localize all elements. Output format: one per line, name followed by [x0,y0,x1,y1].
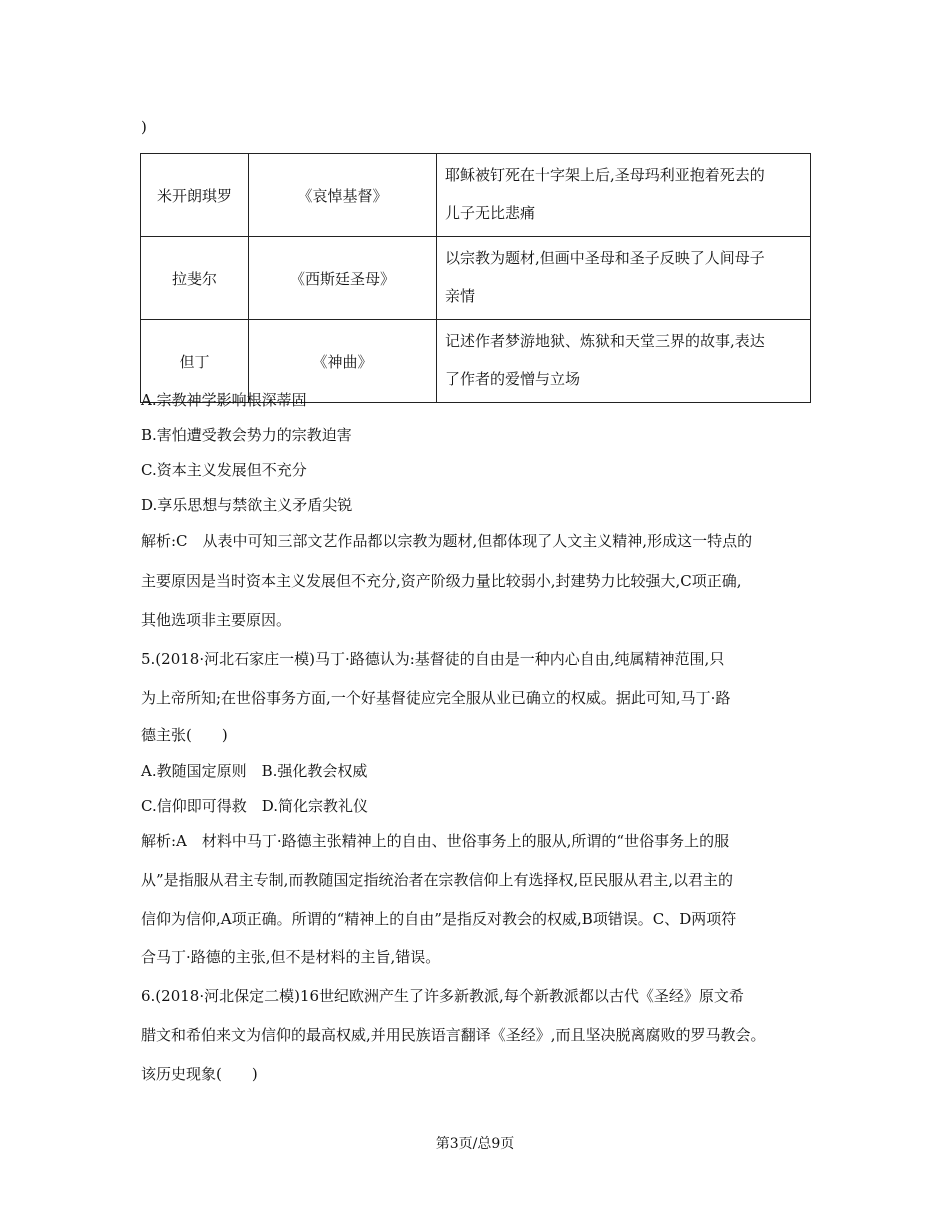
description-line: 了作者的爱憎与立场 [445,370,581,388]
q5-options-line: C.信仰即可得救 D.简化宗教礼仪 [141,797,368,815]
work-cell: 《神曲》 [249,320,437,403]
description-line: 以宗教为题材,但画中圣母和圣子反映了人间母子 [445,249,765,267]
q4-option-b: B.害怕遭受教会势力的宗教迫害 [141,426,352,444]
description-cell [437,154,811,237]
q5-stem-line: 为上帝所知;在世俗事务方面,一个好基督徒应完全服从业已确立的权威。据此可知,马丁·路 [141,689,731,707]
description-line: 儿子无比悲痛 [445,204,536,222]
continued-paren: ) [141,118,147,136]
work-cell: 《西斯廷圣母》 [249,237,437,320]
q4-option-c: C.资本主义发展但不充分 [141,461,307,479]
description-line: 记述作者梦游地狱、炼狱和天堂三界的故事,表达 [445,332,765,350]
q4-option-d: D.享乐思想与禁欲主义矛盾尖锐 [141,496,353,514]
q5-stem-line: 德主张( ) [141,726,228,744]
q6-stem-line: 该历史现象( ) [141,1065,258,1083]
q6-stem-line: 腊文和希伯来文为信仰的最高权威,并用民族语言翻译《圣经》,而且坚决脱离腐败的罗马教会。 [141,1026,766,1044]
page-number-footer: 第3页/总9页 [435,1136,515,1152]
q4-analysis-line: 解析:C 从表中可知三部文艺作品都以宗教为题材,但都体现了人文主义精神,形成这一特点的 [141,532,753,550]
description-line: 耶稣被钉死在十字架上后,圣母玛利亚抱着死去的 [445,166,765,184]
work-cell: 《哀悼基督》 [249,154,437,237]
q4-analysis-line: 其他选项非主要原因。 [141,611,292,629]
author-cell: 拉斐尔 [141,237,249,320]
q5-analysis-line: 解析:A 材料中马丁·路德主张精神上的自由、世俗事务上的服从,所谓的“世俗事务上的服 [141,832,730,850]
author-cell: 但丁 [141,320,249,403]
table-row [141,237,811,320]
q4-option-a: A.宗教神学影响根深蒂固 [141,391,307,409]
author-cell: 米开朗琪罗 [141,154,249,237]
description-cell [437,320,811,403]
q5-stem-line: 5.(2018·河北石家庄一模)马丁·路德认为:基督徒的自由是一种内心自由,纯属精神范围,只 [141,650,725,668]
q5-analysis-line: 合马丁·路德的主张,但不是材料的主旨,错误。 [141,948,441,966]
q4-analysis-line: 主要原因是当时资本主义发展但不充分,资产阶级力量比较弱小,封建势力比较强大,C项正确, [141,572,742,590]
q5-analysis-line: 信仰为信仰,A项正确。所谓的“精神上的自由”是指反对教会的权威,B项错误。C、D两项符 [141,910,737,928]
description-cell [437,237,811,320]
description-line: 亲情 [445,287,476,305]
q6-stem-line: 6.(2018·河北保定二模)16世纪欧洲产生了许多新教派,每个新教派都以古代《圣经》原文希 [141,987,744,1005]
q5-analysis-line: 从”是指服从君主专制,而教随国定指统治者在宗教信仰上有选择权,臣民服从君主,以君主的 [141,871,733,889]
table-row [141,154,811,237]
q5-options-line: A.教随国定原则 B.强化教会权威 [141,762,368,780]
art-works-table [140,153,811,403]
